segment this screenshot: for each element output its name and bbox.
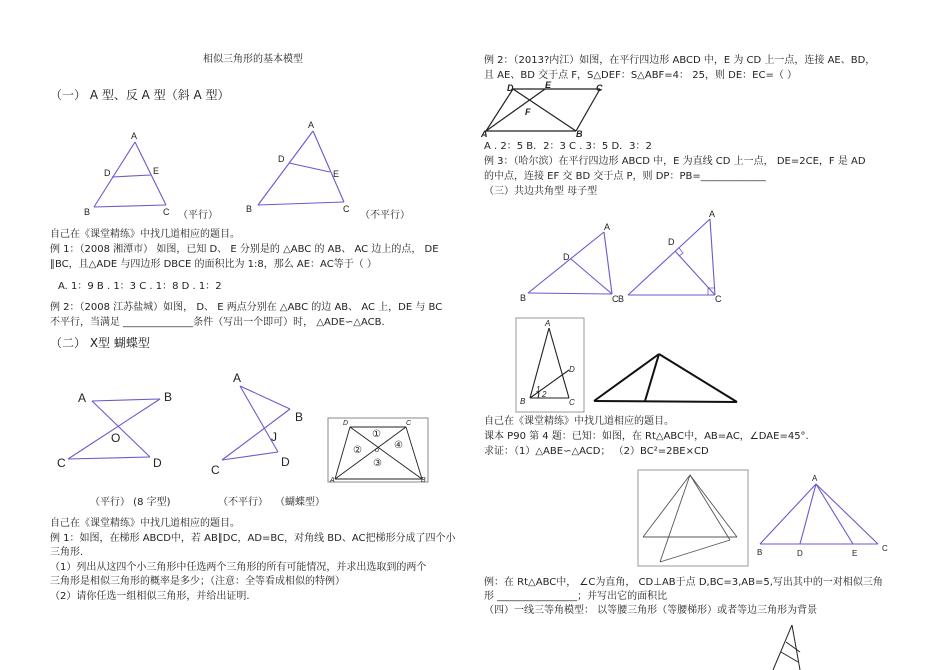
label-a: A xyxy=(330,477,335,484)
partial-bottom-figure xyxy=(773,625,800,670)
label-d: D xyxy=(343,420,349,427)
section-heading-common-side: （三）共边共角型 母子型 xyxy=(484,186,598,197)
label-c: C xyxy=(163,207,170,217)
label-d: D xyxy=(563,252,570,262)
textbook-problem-line-1: 课本 P90 第 4 题：已知：如图，在 Rt△ABC中，AB=AC，∠DAE=45°. xyxy=(484,431,809,442)
isosceles-right-triangle xyxy=(757,474,888,558)
label-a: A xyxy=(308,120,315,130)
parallelogram-abcd xyxy=(480,80,603,139)
example-4-line-1: 例 2：（2013?内江）如图，在平行四边形 ABCD 中，E 为 CD 上一点，连接 AE、BD， xyxy=(484,55,876,66)
label-c: C xyxy=(211,463,220,477)
example-1-options: A. 1：9 B . 1：3 C . 1：8 D . 1：2 xyxy=(58,281,222,292)
label-d: D xyxy=(797,549,803,558)
triangle-a-type-nonparallel xyxy=(258,131,344,205)
label-c: C xyxy=(612,294,619,304)
label-d: D xyxy=(104,168,111,178)
overlapping-triangles xyxy=(638,470,748,566)
label-b: B xyxy=(576,129,583,139)
example-5-line-2: 的中点，连接 EF 交 BD 交于点 P，则 DP：PB=_____________ xyxy=(484,171,766,182)
label-d: D xyxy=(569,365,575,374)
example-3-line-3: （1）列出从这四个小三角形中任选两个三角形的所有可能情况，并求出选取到的两个 xyxy=(50,562,427,573)
label-o: O xyxy=(111,431,121,445)
region-2: ② xyxy=(353,445,362,456)
label-o: o xyxy=(375,447,379,454)
example-2-line-1: 例 2：（2008 江苏盐城）如图， D、 E 两点分别在 △ABC 的边 AB、 AC 上，DE 与 BC xyxy=(50,302,443,313)
example-5-line-1: 例 3：（哈尔滨）在平行四边形 ABCD 中，E 为直线 CD 上一点， DE=2CE，F 是 AD xyxy=(484,156,866,167)
label-j: J xyxy=(271,430,277,444)
self-study-note-1: 自己在《课堂精练》中找几道相应的题目。 xyxy=(50,229,240,240)
self-study-note-2: 自己在《课堂精练》中找几道相应的题目。 xyxy=(50,518,240,529)
section-heading-a-type: （一） A 型、反 A 型（斜 A 型） xyxy=(50,88,230,102)
label-b: B xyxy=(757,548,763,557)
label-e: E xyxy=(852,549,858,558)
caption-nonparallel: （不平行） xyxy=(360,210,410,221)
butterfly-trapezoid xyxy=(328,418,428,484)
page-title: 相似三角形的基本模型 xyxy=(203,54,303,65)
textbook-problem-line-2: 求证：（1）△ABE∽△ACD； （2）BC²=2BE×CD xyxy=(484,446,709,457)
example-1-line-1: 例 1：（2008 湘潭市） 如图，已知 D、 E 分别是的 △ABC 的 AB、 AC 边上的点， DE xyxy=(50,244,439,255)
label-d: D xyxy=(668,237,675,247)
caption-x-nonparallel: （不平行） xyxy=(218,497,268,508)
triangle-mother-son xyxy=(618,209,722,304)
label-b: B xyxy=(520,397,526,406)
label-c: C xyxy=(882,544,888,553)
caption-butterfly: （蝴蝶型） xyxy=(275,497,325,508)
tall-triangle-angles xyxy=(516,318,584,412)
label-a: A xyxy=(131,131,138,141)
label-a: A xyxy=(481,129,488,139)
label-b: B xyxy=(295,410,304,424)
label-d: D xyxy=(507,83,514,93)
label-b: B xyxy=(618,294,625,304)
x-type-parallel xyxy=(68,399,160,459)
example-7-line-2: 形 ________________；并写出它的面积比 xyxy=(484,591,668,602)
label-e: E xyxy=(153,166,160,176)
example-2-line-2: 不平行，当满足 ______________条件（写出一个即可）时， △ADE∽△ACB. xyxy=(50,317,385,328)
label-c: C xyxy=(596,83,603,93)
label-e: E xyxy=(545,80,552,90)
label-d: D xyxy=(278,154,285,164)
caption-figure-eight: （平行） (8 字型) xyxy=(90,497,171,508)
label-b: B xyxy=(246,204,253,214)
label-a: A xyxy=(233,371,242,385)
example-4-line-2: 且 AE、BD 交于点 F，S△DEF：S△ABF=4： 25，则 DE：EC=（ ） xyxy=(484,70,798,81)
label-c: C xyxy=(569,398,575,407)
label-a: A xyxy=(812,474,818,483)
label-b: B xyxy=(84,207,91,217)
label-c: C xyxy=(57,456,66,470)
x-type-nonparallel xyxy=(222,386,290,460)
label-c: C xyxy=(343,204,350,214)
example-3-line-5: （2）请你任选一组相似三角形，并给出证明. xyxy=(50,591,250,602)
label-e: E xyxy=(333,169,340,179)
example-1-line-2: ∥BC，且△ADE 与四边形 DBCE 的面积比为 1:8，那么 AE：AC等于（ ） xyxy=(50,259,377,270)
label-b: B xyxy=(164,390,173,404)
label-a: A xyxy=(709,209,716,219)
angle-1-label: 1 xyxy=(536,385,541,394)
region-1: ① xyxy=(372,429,381,440)
section-heading-x-type: （二） X型 蝴蝶型 xyxy=(50,336,150,350)
label-a: A xyxy=(78,391,87,405)
triangle-common-angle xyxy=(528,232,612,294)
label-d: D xyxy=(281,455,290,469)
label-c: C xyxy=(406,420,412,427)
label-a: A xyxy=(604,222,611,232)
example-3-line-1: 例 1：如图，在梯形 ABCD中，若 AB∥DC，AD=BC，对角线 BD、AC把梯形分成了四个小 xyxy=(50,533,456,544)
example-3-line-2: 三角形. xyxy=(50,547,84,558)
example-7-line-1: 例：在 Rt△ABC中， ∠C为直角， CD⊥AB于点 D,BC=3,AB=5,写出其中的一对相似三角 xyxy=(484,577,883,588)
label-f: F xyxy=(525,107,531,117)
label-b: B xyxy=(520,293,527,303)
region-3: ③ xyxy=(373,458,382,469)
example-4-options: A . 2：5 B．2：3 C . 3：5 D．3：2 xyxy=(484,141,652,152)
label-c: C xyxy=(715,294,722,304)
label-d: D xyxy=(153,456,162,470)
region-4: ④ xyxy=(394,440,403,451)
caption-parallel: （平行） xyxy=(178,210,218,221)
angle-2-label: 2 xyxy=(542,390,547,399)
section-heading-one-line-three-angles: （四）一线三等角模型： 以等腰三角形（等腰梯形）或者等边三角形为背景 xyxy=(484,605,818,616)
wide-triangle xyxy=(594,354,737,402)
self-study-note-3: 自己在《课堂精练》中找几道相应的题目。 xyxy=(484,416,674,427)
example-3-line-4: 三角形是相似三角形的概率是多少；（注意：全等看成相似的特例） xyxy=(50,576,345,587)
label-a: A xyxy=(545,319,551,328)
label-b: B xyxy=(421,477,426,484)
